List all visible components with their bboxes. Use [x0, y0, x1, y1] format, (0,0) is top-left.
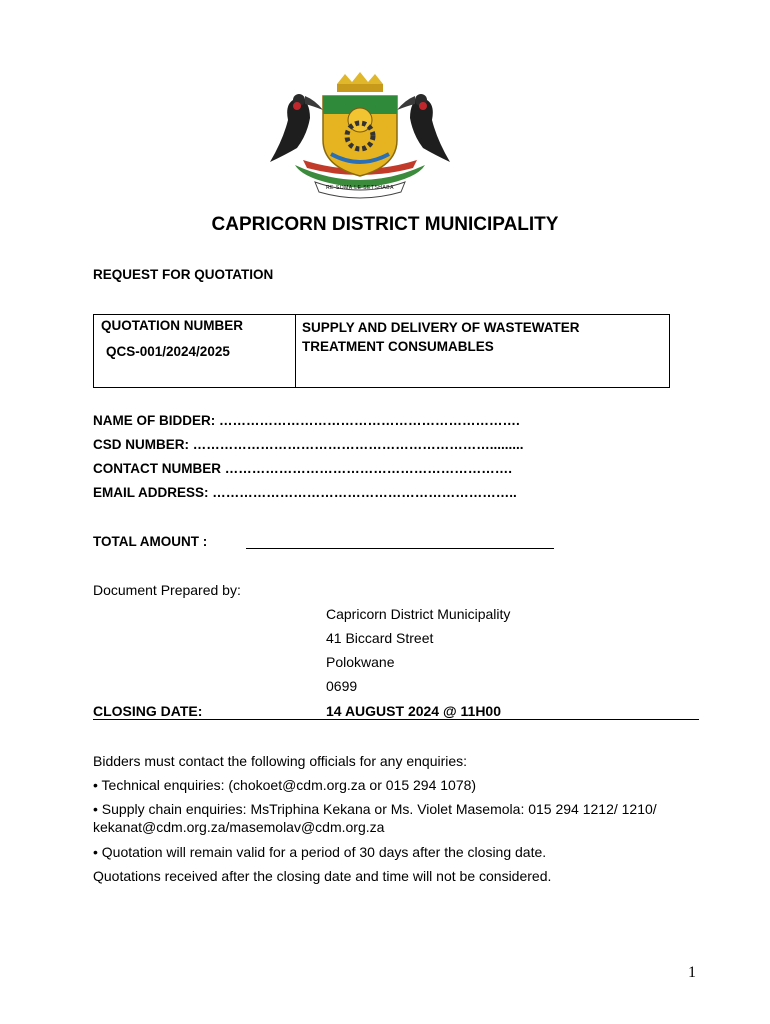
bidder-name-field[interactable]: NAME OF BIDDER: ………………………………………………………….	[93, 413, 520, 428]
total-amount-line[interactable]	[246, 548, 554, 549]
page-title: CAPRICORN DISTRICT MUNICIPALITY	[211, 214, 559, 235]
csd-number-field[interactable]: CSD NUMBER: ………………………………………………………….........	[93, 437, 524, 452]
page-number: 1	[688, 964, 696, 981]
closing-date-value: 14 AUGUST 2024 @ 11H00	[326, 703, 501, 719]
prepared-by-label: Document Prepared by:	[93, 582, 241, 598]
quotation-number-value: QCS-001/2024/2025	[106, 344, 230, 359]
technical-enquiries: • Technical enquiries: (chokoet@cdm.org.za or 015 294 1078)	[93, 777, 477, 793]
email-address-field[interactable]: EMAIL ADDRESS: …………………………………………………………..	[93, 485, 517, 500]
supply-chain-enquiries: • Supply chain enquiries: MsTriphina Kekana or Ms. Violet Masemola: 015 294 1212/ 1210/ kekanat@cdm.org.za/masemolav@cdm.org.za	[93, 801, 657, 835]
quotation-description: SUPPLY AND DELIVERY OF WASTEWATER TREATMENT CONSUMABLES	[302, 320, 580, 354]
address-line: 0699	[326, 678, 358, 694]
contact-number-field[interactable]: CONTACT NUMBER ……………………………………………………….	[93, 461, 512, 476]
crest-motto: RE SOMA LE SETSHABA	[326, 185, 394, 191]
late-submission-note: Quotations received after the closing date and time will not be considered.	[93, 868, 552, 884]
enquiries-intro: Bidders must contact the following officials for any enquiries:	[93, 753, 468, 769]
municipal-crest	[255, 70, 465, 205]
quotation-number-label: QUOTATION NUMBER	[101, 318, 243, 333]
table-divider	[295, 315, 296, 387]
closing-date-label: CLOSING DATE:	[93, 703, 203, 719]
total-amount-label: TOTAL AMOUNT :	[93, 534, 208, 549]
document-subtitle: REQUEST FOR QUOTATION	[93, 267, 274, 282]
closing-divider	[93, 719, 699, 720]
validity-note: • Quotation will remain valid for a period of 30 days after the closing date.	[93, 844, 547, 860]
address-line: 41 Biccard Street	[326, 630, 434, 646]
quotation-table	[93, 314, 670, 388]
address-line: Capricorn District Municipality	[326, 606, 511, 622]
address-line: Polokwane	[326, 654, 395, 670]
